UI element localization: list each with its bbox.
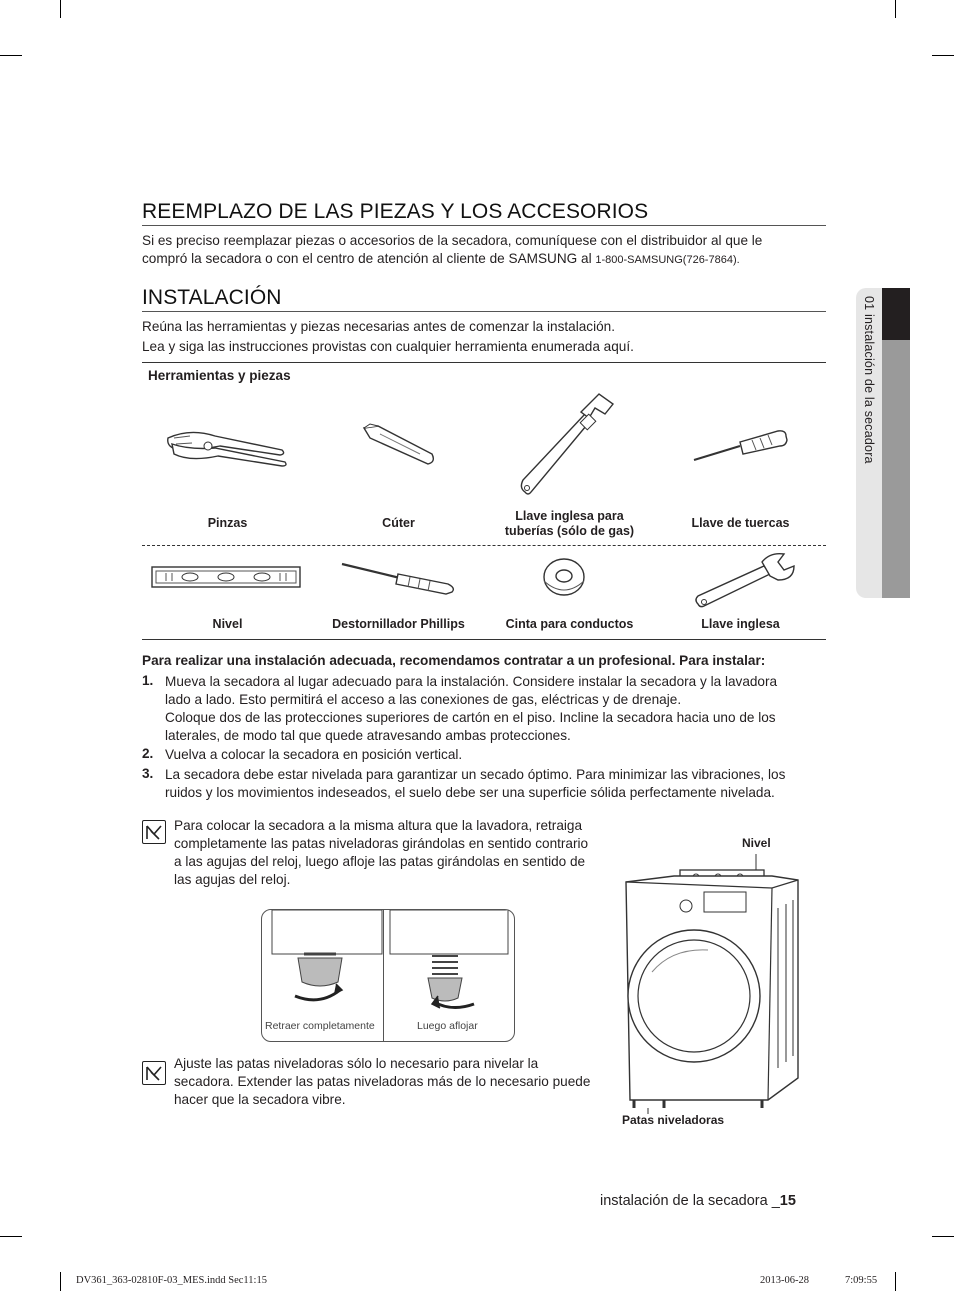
tools-table-top	[142, 362, 826, 363]
step-number: 2.	[142, 746, 154, 761]
step-number: 3.	[142, 766, 154, 781]
tool-label-phillips: Destornillador Phillips	[332, 617, 465, 631]
section-title-replacement: REEMPLAZO DE LAS PIEZAS Y LOS ACCESORIOS	[142, 200, 649, 223]
crop-mark	[895, 1272, 896, 1291]
step-line: Coloque dos de las protecciones superiores de cartón en el piso. Incline la secadora hacia uno de los	[165, 710, 776, 725]
crop-mark	[0, 55, 22, 56]
step-line: La secadora debe estar nivelada para garantizar un secado óptimo. Para minimizar las vibraciones, los	[165, 767, 786, 782]
note-line: Para colocar la secadora a la misma altura que la lavadora, retraiga	[174, 818, 583, 833]
phillips-screwdriver-illustration	[338, 560, 460, 596]
replacement-text-line1: Si es preciso reemplazar piezas o accesorios de la secadora, comuníquese con el distribuidor al que le	[142, 233, 763, 248]
note-icon	[142, 1061, 166, 1085]
step-line: ruidos y los movimientos indeseados, el suelo debe ser una superficie sólida perfectamente nivelada.	[165, 785, 775, 800]
note-line: secadora. Extender las patas niveladoras más de lo necesario puede	[174, 1074, 591, 1089]
tool-label-pliers: Pinzas	[207, 516, 248, 530]
section-rule	[142, 225, 826, 226]
leveling-feet-figure	[261, 909, 515, 1042]
cutter-illustration	[360, 422, 440, 468]
step-2-text	[165, 746, 830, 764]
page-footer	[600, 1193, 796, 1209]
crop-mark	[60, 1272, 61, 1291]
tools-table-bottom	[142, 639, 826, 640]
note-2-text	[174, 1055, 624, 1109]
dryer-illustration	[612, 852, 808, 1114]
side-tab-marker	[882, 288, 910, 340]
installation-intro-line1: Reúna las herramientas y piezas necesarias antes de comenzar la instalación.	[142, 319, 616, 334]
page-footer-text: instalación de la secadora _	[600, 1193, 780, 1209]
print-file-info: DV361_363-02810F-03_MES.indd Sec11:15	[76, 1275, 267, 1286]
step-3-text	[165, 766, 830, 802]
crop-mark	[932, 55, 954, 56]
adjustable-wrench-illustration	[690, 552, 800, 610]
step-line: laterales, de modo tal que quede atravesando ambas protecciones.	[165, 728, 571, 743]
loosen-label: Luego aflojar	[417, 1020, 478, 1032]
tool-label-nut-driver: Llave de tuercas	[691, 516, 790, 530]
page-number: 15	[779, 1193, 796, 1209]
note-line: Ajuste las patas niveladoras sólo lo necesario para nivelar la	[174, 1056, 539, 1071]
step-line: Mueva la secadora al lugar adecuado para la instalación. Considere instalar la secadora y la lavadora	[165, 674, 778, 689]
step-line: lado a lado. Esto permitirá el acceso a las conexiones de gas, eléctricas y de drenaje.	[165, 692, 682, 707]
tool-label-wrench: Llave inglesa	[701, 617, 780, 631]
print-time: 7:09:55	[845, 1275, 878, 1286]
note-line: las agujas del reloj.	[174, 872, 291, 887]
tool-label-pipe-wrench	[484, 509, 655, 539]
tool-label-pipe-wrench-line2: tuberías (sólo de gas)	[504, 524, 635, 538]
note-1-text	[174, 817, 624, 889]
retract-label: Retraer completamente	[265, 1020, 375, 1032]
note-line: hacer que la secadora vibre.	[174, 1092, 346, 1107]
crop-mark	[895, 0, 896, 18]
tool-label-level: Nivel	[212, 617, 243, 631]
step-1-text	[165, 673, 830, 745]
level-callout-label: Nivel	[742, 836, 771, 850]
step-line: Vuelva a colocar la secadora en posición vertical.	[165, 747, 463, 762]
tool-label-cutter: Cúter	[382, 516, 415, 530]
duct-tape-illustration	[542, 557, 586, 597]
section-title-installation: INSTALACIÓN	[142, 286, 282, 309]
side-tab-bar	[882, 340, 910, 598]
step-number: 1.	[142, 673, 154, 688]
tools-divider	[142, 545, 826, 546]
pliers-illustration	[160, 420, 290, 470]
crop-mark	[932, 1236, 954, 1237]
installation-intro-line2: Lea y siga las instrucciones provistas con cualquier herramienta enumerada aquí.	[142, 339, 634, 354]
crop-mark	[60, 0, 61, 18]
pipe-wrench-illustration	[515, 392, 615, 500]
note-icon	[142, 820, 166, 844]
tool-label-pipe-wrench-line1: Llave inglesa para	[515, 509, 624, 523]
side-tab-label: 01 instalación de la secadora	[862, 296, 876, 464]
replacement-text-line2	[142, 250, 740, 269]
level-illustration	[150, 565, 302, 591]
print-date: 2013-06-28	[760, 1275, 809, 1286]
nut-driver-illustration	[690, 428, 790, 464]
note-line: completamente las patas niveladoras girándolas en sentido contrario	[174, 836, 589, 851]
section-rule	[142, 311, 826, 312]
crop-mark	[0, 1236, 22, 1237]
samsung-phone: 1-800-SAMSUNG(726-7864).	[595, 254, 740, 266]
replacement-text: compró la secadora o con el centro de atención al cliente de SAMSUNG al	[142, 251, 596, 266]
tool-label-duct-tape: Cinta para conductos	[505, 617, 634, 631]
instructions-intro: Para realizar una instalación adecuada, recomendamos contratar a un profesional. Para instalar:	[142, 653, 766, 668]
tools-heading: Herramientas y piezas	[148, 368, 291, 383]
feet-callout-label: Patas niveladoras	[622, 1113, 725, 1127]
note-line: a las agujas del reloj, luego afloje las patas girándolas en sentido de	[174, 854, 586, 869]
